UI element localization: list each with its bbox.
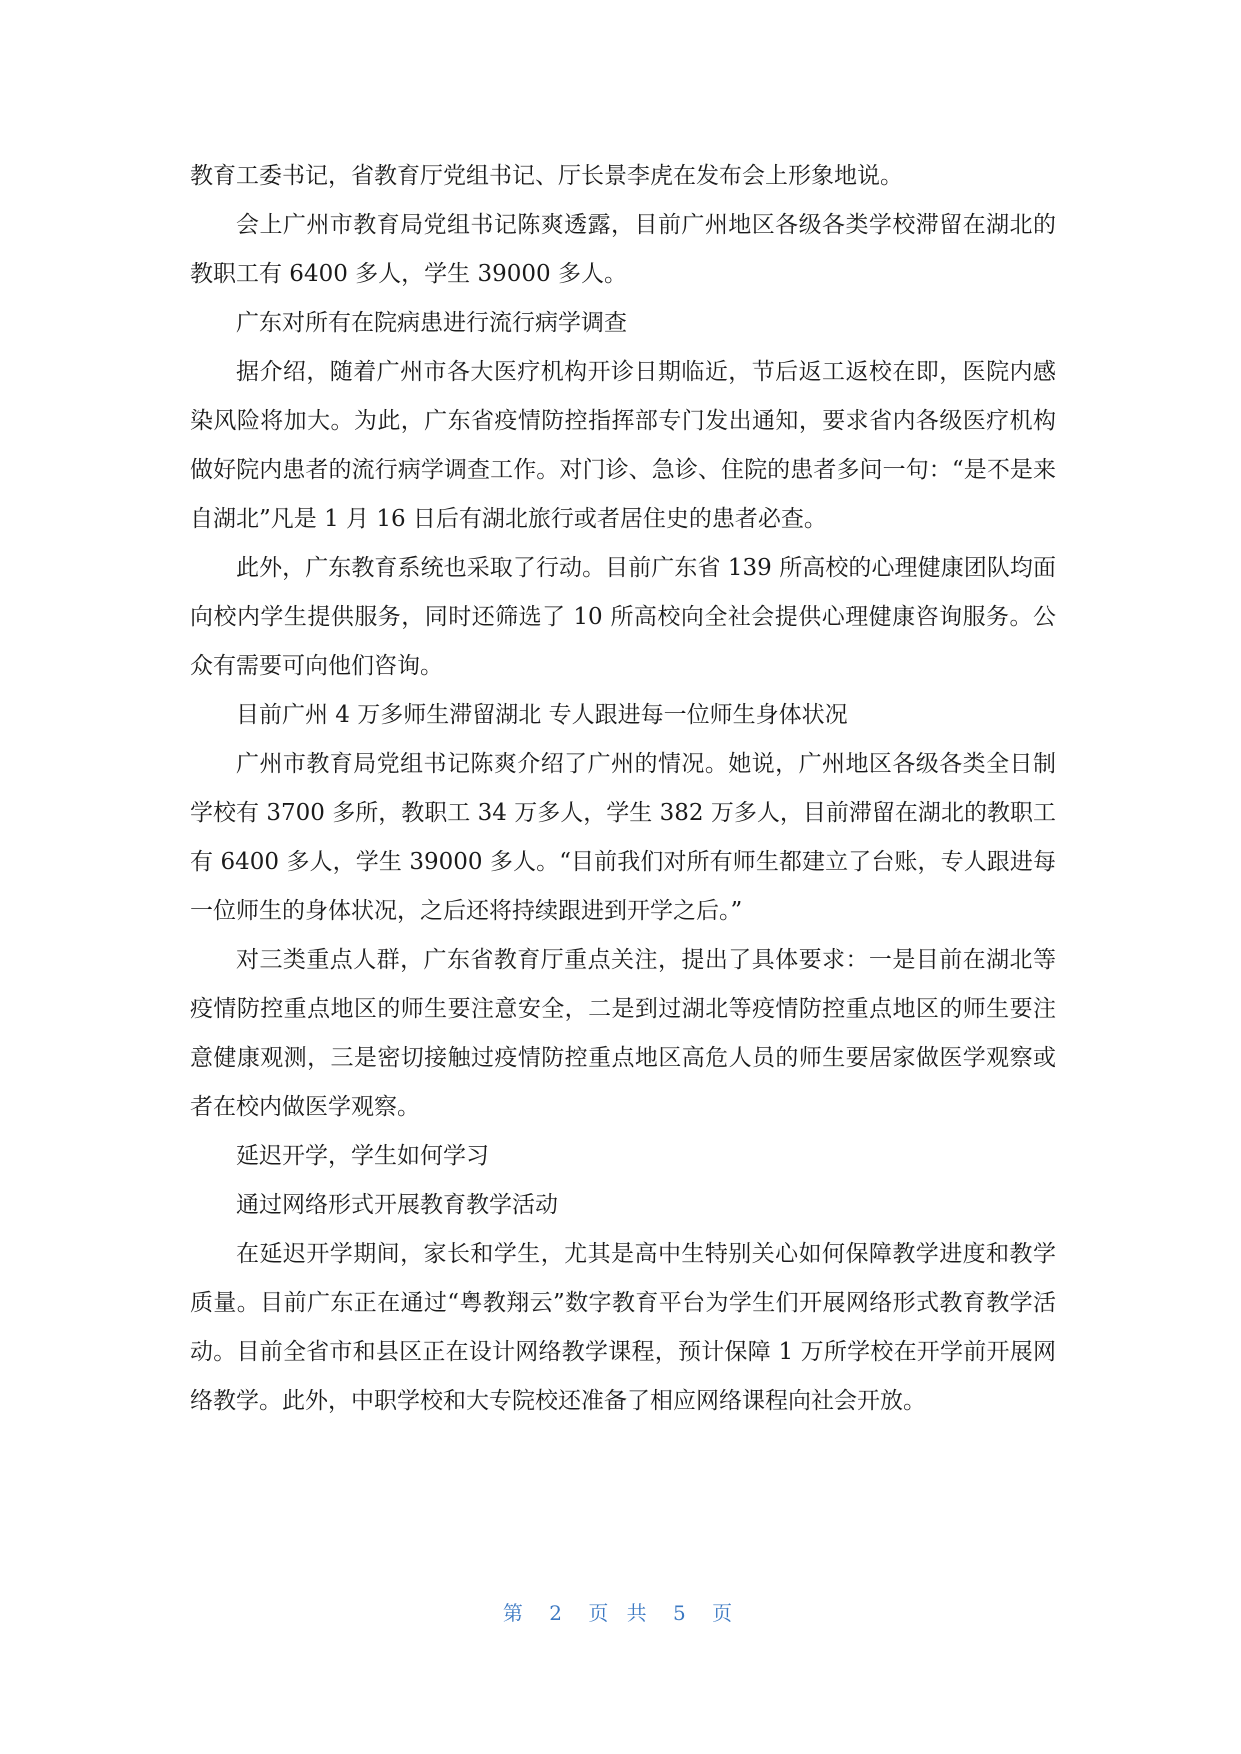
paragraph: 据介绍，随着广州市各大医疗机构开诊日期临近，节后返工返校在即，医院内感染风险将加大。为此，广东省疫情防控指挥部专门发出通知，要求省内各级医疗机构做好院内患者的流行病学调查工作。对门诊、急诊、住院的患者多问一句：“是不是来自湖北”凡是 1 月 16 日后有湖北旅行或者居住史的患者必查。 — [190, 359, 1056, 532]
paragraph: 教育工委书记，省教育厅党组书记、厅长景李虎在发布会上形象地说。 — [190, 163, 903, 189]
section-heading: 延迟开学，学生如何学习 — [236, 1143, 489, 1169]
section-heading: 广东对所有在院病患进行流行病学调查 — [236, 310, 627, 336]
footer-prefix: 第 — [502, 1601, 529, 1625]
footer-suffix: 页 — [712, 1601, 739, 1625]
page-footer — [0, 1597, 1241, 1626]
paragraph: 在延迟开学期间，家长和学生，尤其是高中生特别关心如何保障教学进度和教学质量。目前广东正在通过“粤教翔云”数字教育平台为学生们开展网络形式教育教学活动。目前全省市和县区正在设计网络教学课程，预计保障 1 万所学校在开学前开展网络教学。此外，中职学校和大专院校还准备了相应网络课程向社会开放。 — [190, 1241, 1056, 1414]
footer-middle: 页 共 — [588, 1601, 653, 1625]
section-subheading: 通过网络形式开展教育教学活动 — [236, 1192, 558, 1218]
section-heading: 目前广州 4 万多师生滞留湖北 专人跟进每一位师生身体状况 — [236, 702, 848, 728]
paragraph: 广州市教育局党组书记陈爽介绍了广州的情况。她说，广州地区各级各类全日制学校有 3700 多所，教职工 34 万多人，学生 382 万多人，目前滞留在湖北的教职工有 6400 多人，学生 39000 多人。“目前我们对所有师生都建立了台账，专人跟进每一位师生的身体状况，之后还将持续跟进到开学之后。” — [190, 751, 1056, 924]
paragraph: 此外，广东教育系统也采取了行动。目前广东省 139 所高校的心理健康团队均面向校内学生提供服务，同时还筛选了 10 所高校向全社会提供心理健康咨询服务。公众有需要可向他们咨询。 — [190, 555, 1056, 679]
current-page-number: 2 — [549, 1601, 568, 1625]
paragraph: 会上广州市教育局党组书记陈爽透露，目前广州地区各级各类学校滞留在湖北的教职工有 6400 多人，学生 39000 多人。 — [190, 212, 1056, 287]
paragraph: 对三类重点人群，广东省教育厅重点关注，提出了具体要求：一是目前在湖北等疫情防控重点地区的师生要注意安全，二是到过湖北等疫情防控重点地区的师生要注意健康观测，三是密切接触过疫情防控重点地区高危人员的师生要居家做医学观察或者在校内做医学观察。 — [190, 947, 1056, 1120]
document-body — [190, 152, 1056, 1426]
total-page-count: 5 — [673, 1601, 692, 1625]
